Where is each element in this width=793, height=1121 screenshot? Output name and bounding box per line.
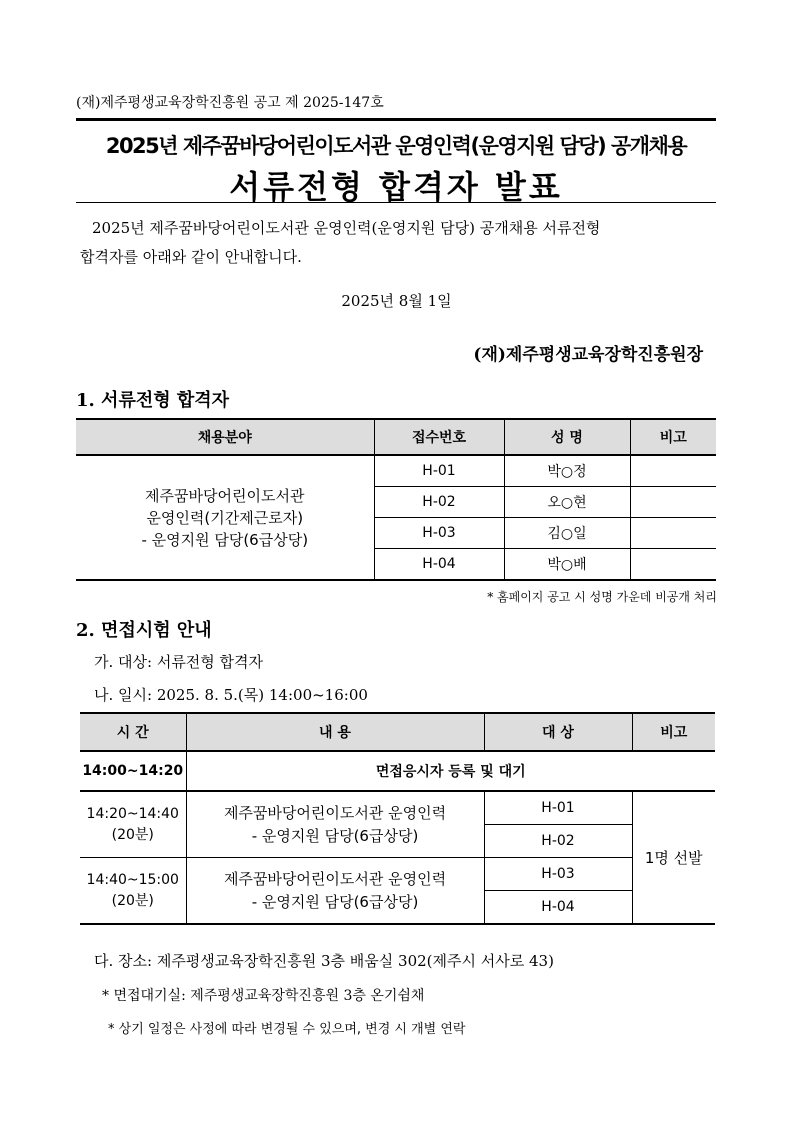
applicant-name: 박○정 (504, 455, 630, 487)
slot-content-cell (186, 791, 484, 858)
section1-heading: 1. 서류전형 합격자 (76, 390, 230, 411)
selection-note: 1명 선발 (632, 791, 715, 924)
section2-heading: 2. 면접시험 안내 (76, 620, 212, 641)
slot-content-cell (186, 858, 484, 925)
applicant-name: 김○일 (504, 518, 630, 549)
table-row (80, 858, 715, 891)
title-line-2: 서류전형 합격자 발표 (229, 168, 563, 206)
interview-place: 다. 장소: 제주평생교육장학진흥원 3층 배움실 302(제주시 서사로 43) (94, 952, 554, 970)
signature: (재)제주평생교육장학진흥원장 (473, 345, 703, 365)
header-note: 비고 (632, 713, 715, 751)
applicant-name: 박○배 (504, 549, 630, 581)
applicant-number: H-01 (374, 455, 504, 487)
slot-time: 14:40~15:00 (86, 871, 179, 888)
header-note: 비고 (630, 419, 716, 455)
header-content: 내 용 (186, 713, 484, 751)
header-number: 접수번호 (374, 419, 504, 455)
slot-content-line-2: - 운영지원 담당(6급상당) (251, 892, 419, 911)
header-field: 채용분야 (76, 419, 374, 455)
intro-paragraph (80, 214, 710, 272)
slot-time: 14:20~14:40 (86, 805, 179, 822)
registration-time: 14:00~14:20 (80, 751, 186, 791)
slot-target: H-04 (484, 891, 632, 925)
passers-table (76, 418, 716, 581)
privacy-footnote: * 홈페이지 공고 시 성명 가운데 비공개 처리 (487, 590, 717, 604)
applicant-note (630, 549, 716, 581)
registration-row (80, 751, 715, 791)
waiting-room-note: * 면접대기실: 제주평생교육장학진흥원 3층 온기쉼채 (102, 988, 425, 1004)
intro-line-2: 합격자를 아래와 같이 안내합니다. (80, 248, 302, 266)
applicant-note (630, 487, 716, 518)
table-header-row (80, 713, 715, 751)
field-line-2: 운영인력(기간제근로자) (146, 508, 304, 527)
slot-target: H-03 (484, 858, 632, 891)
schedule-change-note: * 상기 일정은 사정에 따라 변경될 수 있으며, 변경 시 개별 연락 (108, 1022, 466, 1037)
interview-target: 가. 대상: 서류전형 합격자 (94, 653, 264, 671)
slot-time-cell (80, 791, 186, 858)
header-target: 대 상 (484, 713, 632, 751)
applicant-note (630, 518, 716, 549)
slot-target: H-02 (484, 825, 632, 858)
slot-duration: (20분) (111, 826, 154, 843)
notice-number: (재)제주평생교육장학진흥원 공고 제 2025-147호 (76, 95, 384, 111)
applicant-note (630, 455, 716, 487)
registration-text: 면접응시자 등록 및 대기 (186, 751, 715, 791)
applicant-number: H-03 (374, 518, 504, 549)
field-line-1: 제주꿈바당어린이도서관 (145, 486, 305, 505)
slot-content-line-1: 제주꿈바당어린이도서관 운영인력 (223, 869, 447, 888)
table-header-row (76, 419, 716, 455)
interview-schedule-table (80, 712, 715, 925)
recruit-field-cell (76, 455, 374, 580)
table-row (80, 791, 715, 825)
field-line-3: - 운영지원 담당(6급상당) (141, 530, 309, 549)
applicant-number: H-02 (374, 487, 504, 518)
applicant-name: 오○현 (504, 487, 630, 518)
header-time: 시 간 (80, 713, 186, 751)
applicant-number: H-04 (374, 549, 504, 581)
title-box (76, 118, 716, 206)
slot-time-cell (80, 858, 186, 925)
slot-content-line-2: - 운영지원 담당(6급상당) (251, 826, 419, 845)
table-row (76, 455, 716, 487)
interview-datetime: 나. 일시: 2025. 8. 5.(목) 14:00~16:00 (94, 686, 368, 704)
header-name: 성 명 (504, 419, 630, 455)
intro-line-1: 2025년 제주꿈바당어린이도서관 운영인력(운영지원 담당) 공개채용 서류전형 (92, 219, 601, 237)
slot-target: H-01 (484, 791, 632, 825)
announcement-date: 2025년 8월 1일 (341, 292, 452, 310)
slot-content-line-1: 제주꿈바당어린이도서관 운영인력 (223, 803, 447, 822)
title-line-1: 2025년 제주꿈바당어린이도서관 운영인력(운영지원 담당) 공개채용 (105, 134, 687, 158)
slot-duration: (20분) (111, 892, 154, 909)
